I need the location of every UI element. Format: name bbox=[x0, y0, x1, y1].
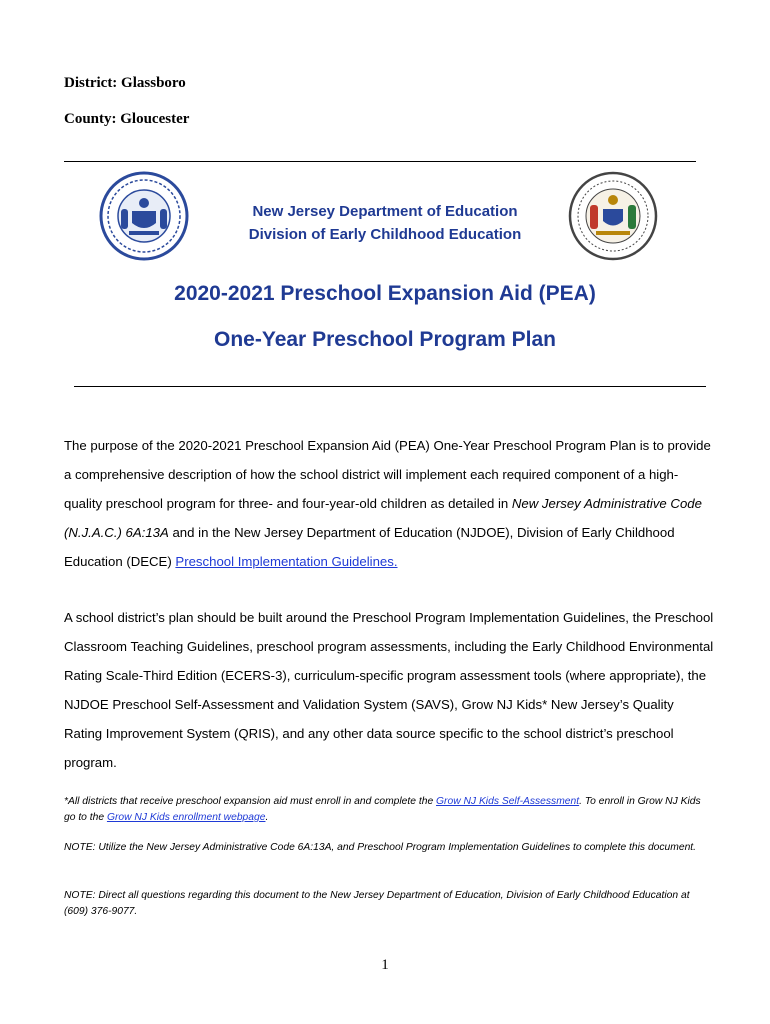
purpose-paragraph bbox=[64, 431, 714, 576]
questions-contact-note: NOTE: Direct all questions regarding this document to the New Jersey Department of Education, Division of Early Childhood Education at (609) 376-9077. bbox=[64, 890, 690, 917]
note1-text-a: *All districts that receive preschool expansion aid must enroll in and complete the bbox=[64, 796, 437, 807]
top-divider bbox=[64, 161, 696, 162]
grow-nj-kids-self-assessment-link[interactable]: Grow NJ Kids Self-Assessment bbox=[436, 796, 580, 807]
county-label: County: Gloucester bbox=[64, 111, 190, 127]
division-name: Division of Early Childhood Education bbox=[248, 226, 522, 243]
document-subtitle: One-Year Preschool Program Plan bbox=[214, 328, 556, 351]
njac-citation: New Jersey Administrative Code (N.J.A.C.) 6A:13A bbox=[64, 496, 702, 540]
purpose-text-b: and in the New Jersey Department of Education (NJDOE), Division of Early Childhood Education (DECE) bbox=[64, 525, 675, 569]
page-number: 1 bbox=[381, 957, 389, 973]
grow-nj-kids-note bbox=[64, 794, 714, 826]
preschool-implementation-guidelines-link[interactable]: Preschool Implementation Guidelines. bbox=[175, 554, 398, 569]
note1-text-c: . bbox=[265, 812, 269, 823]
department-name: New Jersey Department of Education bbox=[252, 203, 518, 220]
document-title: 2020-2021 Preschool Expansion Aid (PEA) bbox=[174, 282, 596, 305]
grow-nj-kids-enrollment-link[interactable]: Grow NJ Kids enrollment webpage bbox=[106, 812, 266, 823]
title-divider bbox=[74, 386, 706, 387]
utilize-code-note: NOTE: Utilize the New Jersey Administrative Code 6A:13A, and Preschool Program Implementation Guidelines to complete this document. bbox=[64, 842, 697, 853]
plan-basis-paragraph: A school district’s plan should be built around the Preschool Program Implementation Guidelines, the Preschool Classroom Teaching Guidelines, preschool program assessments, including the Early Childhood Environmental Rating Scale-Third Edition (ECERS-3), curriculum-specific program assessment tools (where appropriate), the NJDOE Preschool Self-Assessment and Validation System (SAVS), Grow NJ Kids* New Jersey’s Quality Rating Improvement System (QRIS), and any other data source specific to the school district’s preschool program. bbox=[64, 610, 714, 770]
note1-text-b: . To enroll in Grow NJ Kids go to the bbox=[64, 796, 701, 823]
purpose-text-a: The purpose of the 2020-2021 Preschool Expansion Aid (PEA) One-Year Preschool Program Plan is to provide a comprehensive description of how the school district will implement each required component of a high-quality preschool program for three- and four-year-old children as detailed in bbox=[64, 438, 711, 511]
district-label: District: Glassboro bbox=[64, 75, 186, 91]
